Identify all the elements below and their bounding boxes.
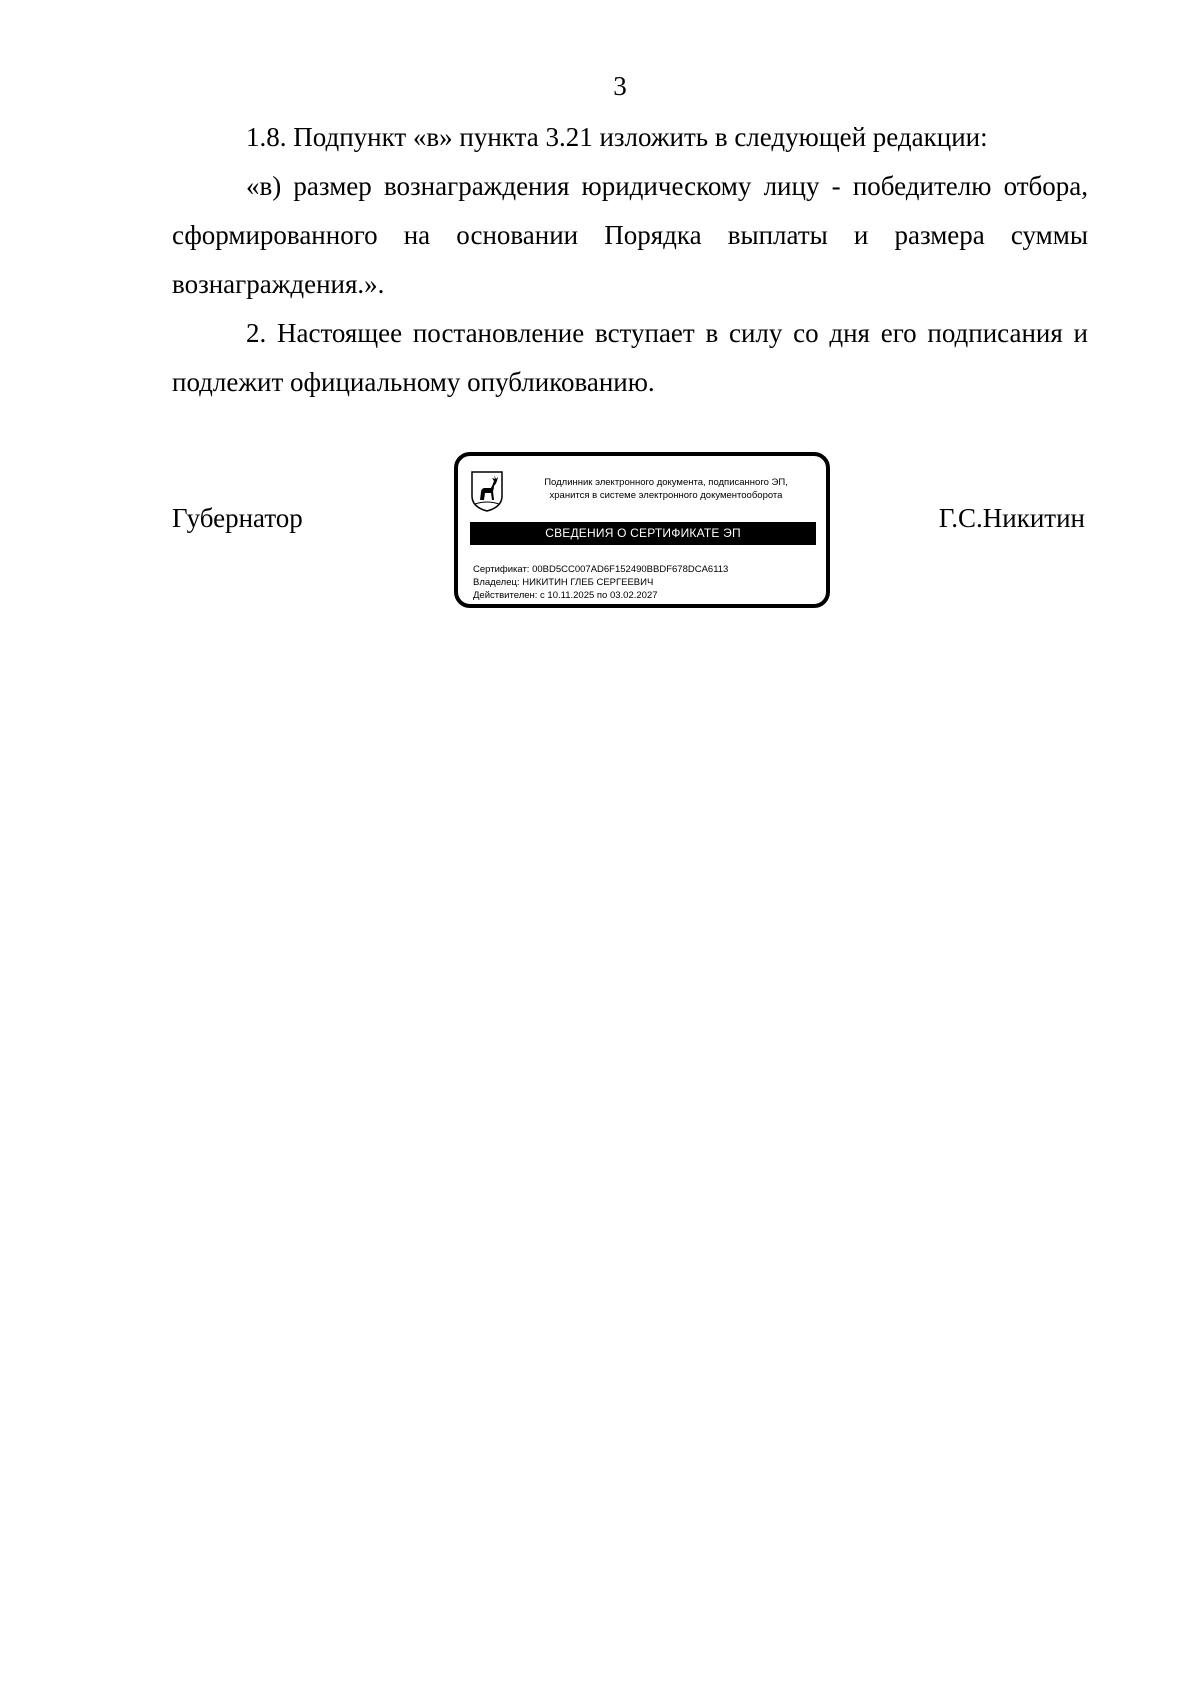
certificate-number: Сертификат: 00BD5CC007AD6F152490BBDF678DCA6113 [473, 564, 729, 575]
paragraph-2: 2. Настоящее постановление вступает в силу со дня его подписания и подлежит официальному опубликованию. [172, 318, 1088, 397]
certificate-owner: Владелец: НИКИТИН ГЛЕБ СЕРГЕЕВИЧ [473, 577, 654, 588]
stamp-caption-line: хранится в системе электронного документооборота [549, 490, 783, 501]
page-number: 3 [613, 71, 627, 101]
signatory-name: Г.С.Никитин [938, 503, 1085, 533]
stamp-caption-line: Подлинник электронного документа, подписанного ЭП, [544, 477, 788, 488]
stamp-header: СВЕДЕНИЯ О СЕРТИФИКАТЕ ЭП [470, 522, 816, 545]
paragraph-quoted-subitem: «в) размер вознаграждения юридическому лицу - победителю отбора, сформированного на основании Порядка выплаты и размера суммы вознаграждения.». [172, 171, 1088, 299]
document-body [172, 113, 1088, 407]
certificate-validity: Действителен: с 10.11.2025 по 03.02.2027 [473, 590, 658, 601]
stamp-caption [516, 476, 816, 502]
electronic-signature-stamp [454, 452, 830, 608]
paragraph-1-8: 1.8. Подпункт «в» пункта 3.21 изложить в следующей редакции: [246, 122, 988, 152]
certificate-details [473, 563, 819, 602]
signatory-title: Губернатор [172, 503, 303, 533]
coat-of-arms-deer-icon [470, 470, 504, 512]
signature-block [172, 452, 1088, 617]
